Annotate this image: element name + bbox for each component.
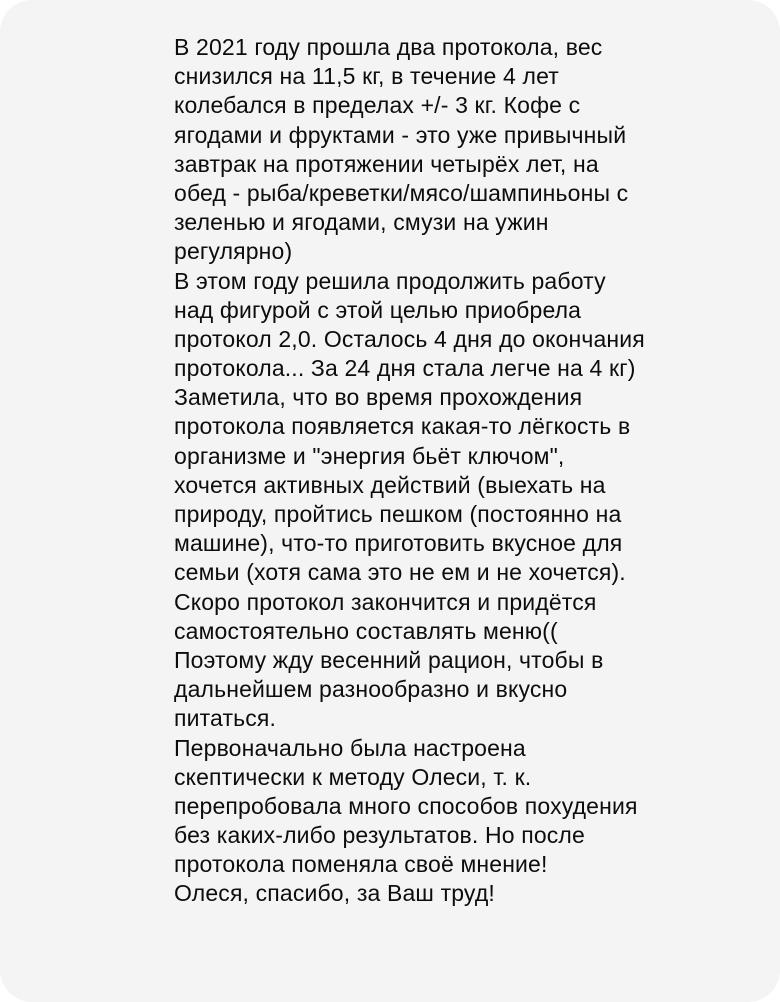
message-line: регулярно): [174, 238, 293, 265]
message-line: протокола... За 24 дня стала легче на 4 кг): [174, 355, 636, 382]
message-line: снизился на 11,5 кг, в течение 4 лет: [174, 63, 559, 90]
message-line: Первоначально была настроена: [174, 734, 526, 761]
message-line: В 2021 году прошла два протокола, вес: [174, 34, 603, 60]
message-line: самостоятельно составлять меню((: [174, 617, 558, 644]
message-line: ягодами и фруктами - это уже привычный: [174, 121, 627, 148]
message-line: Олеся, спасибо, за Ваш труд!: [174, 880, 495, 907]
message-line: машине), что-то приготовить вкусное для: [174, 530, 623, 557]
message-line: протокола поменяла своё мнение!: [174, 851, 548, 878]
message-line: хочется активных действий (выехать на: [174, 471, 606, 498]
message-line: зеленью и ягодами, смузи на ужин: [174, 209, 549, 236]
message-line: протокола появляется какая-то лёгкость в: [174, 413, 631, 440]
message-line: Заметила, что во время прохождения: [174, 384, 583, 411]
message-line: перепробовала много способов похудения: [174, 792, 638, 819]
message-line: завтрак на протяжении четырёх лет, на: [174, 150, 599, 177]
message-line: протокол 2,0. Осталось 4 дня до окончания: [174, 325, 645, 352]
message-line: обед - рыба/креветки/мясо/шампиньоны с: [174, 179, 629, 206]
message-line: дальнейшем разнообразно и вкусно: [174, 676, 568, 703]
message-line: над фигурой с этой целью приобрела: [174, 296, 582, 323]
message-line: природу, пройтись пешком (постоянно на: [174, 501, 622, 527]
message-line: В этом году решила продолжить работу: [174, 267, 606, 294]
message-line: Поэтому жду весенний рацион, чтобы в: [174, 646, 604, 673]
message-text: [174, 33, 754, 909]
message-line: организме и "энергия бьёт ключом",: [174, 442, 565, 469]
message-line: скептически к методу Олеси, т. к.: [174, 763, 532, 790]
message-line: семьи (хотя сама это не ем и не хочется).: [174, 559, 626, 586]
message-line: колебался в пределах +/- 3 кг. Кофе с: [174, 92, 581, 119]
message-line: без каких-либо результатов. Но после: [174, 822, 585, 849]
message-line: питаться.: [174, 705, 277, 732]
message-line: Скоро протокол закончится и придётся: [174, 588, 597, 615]
